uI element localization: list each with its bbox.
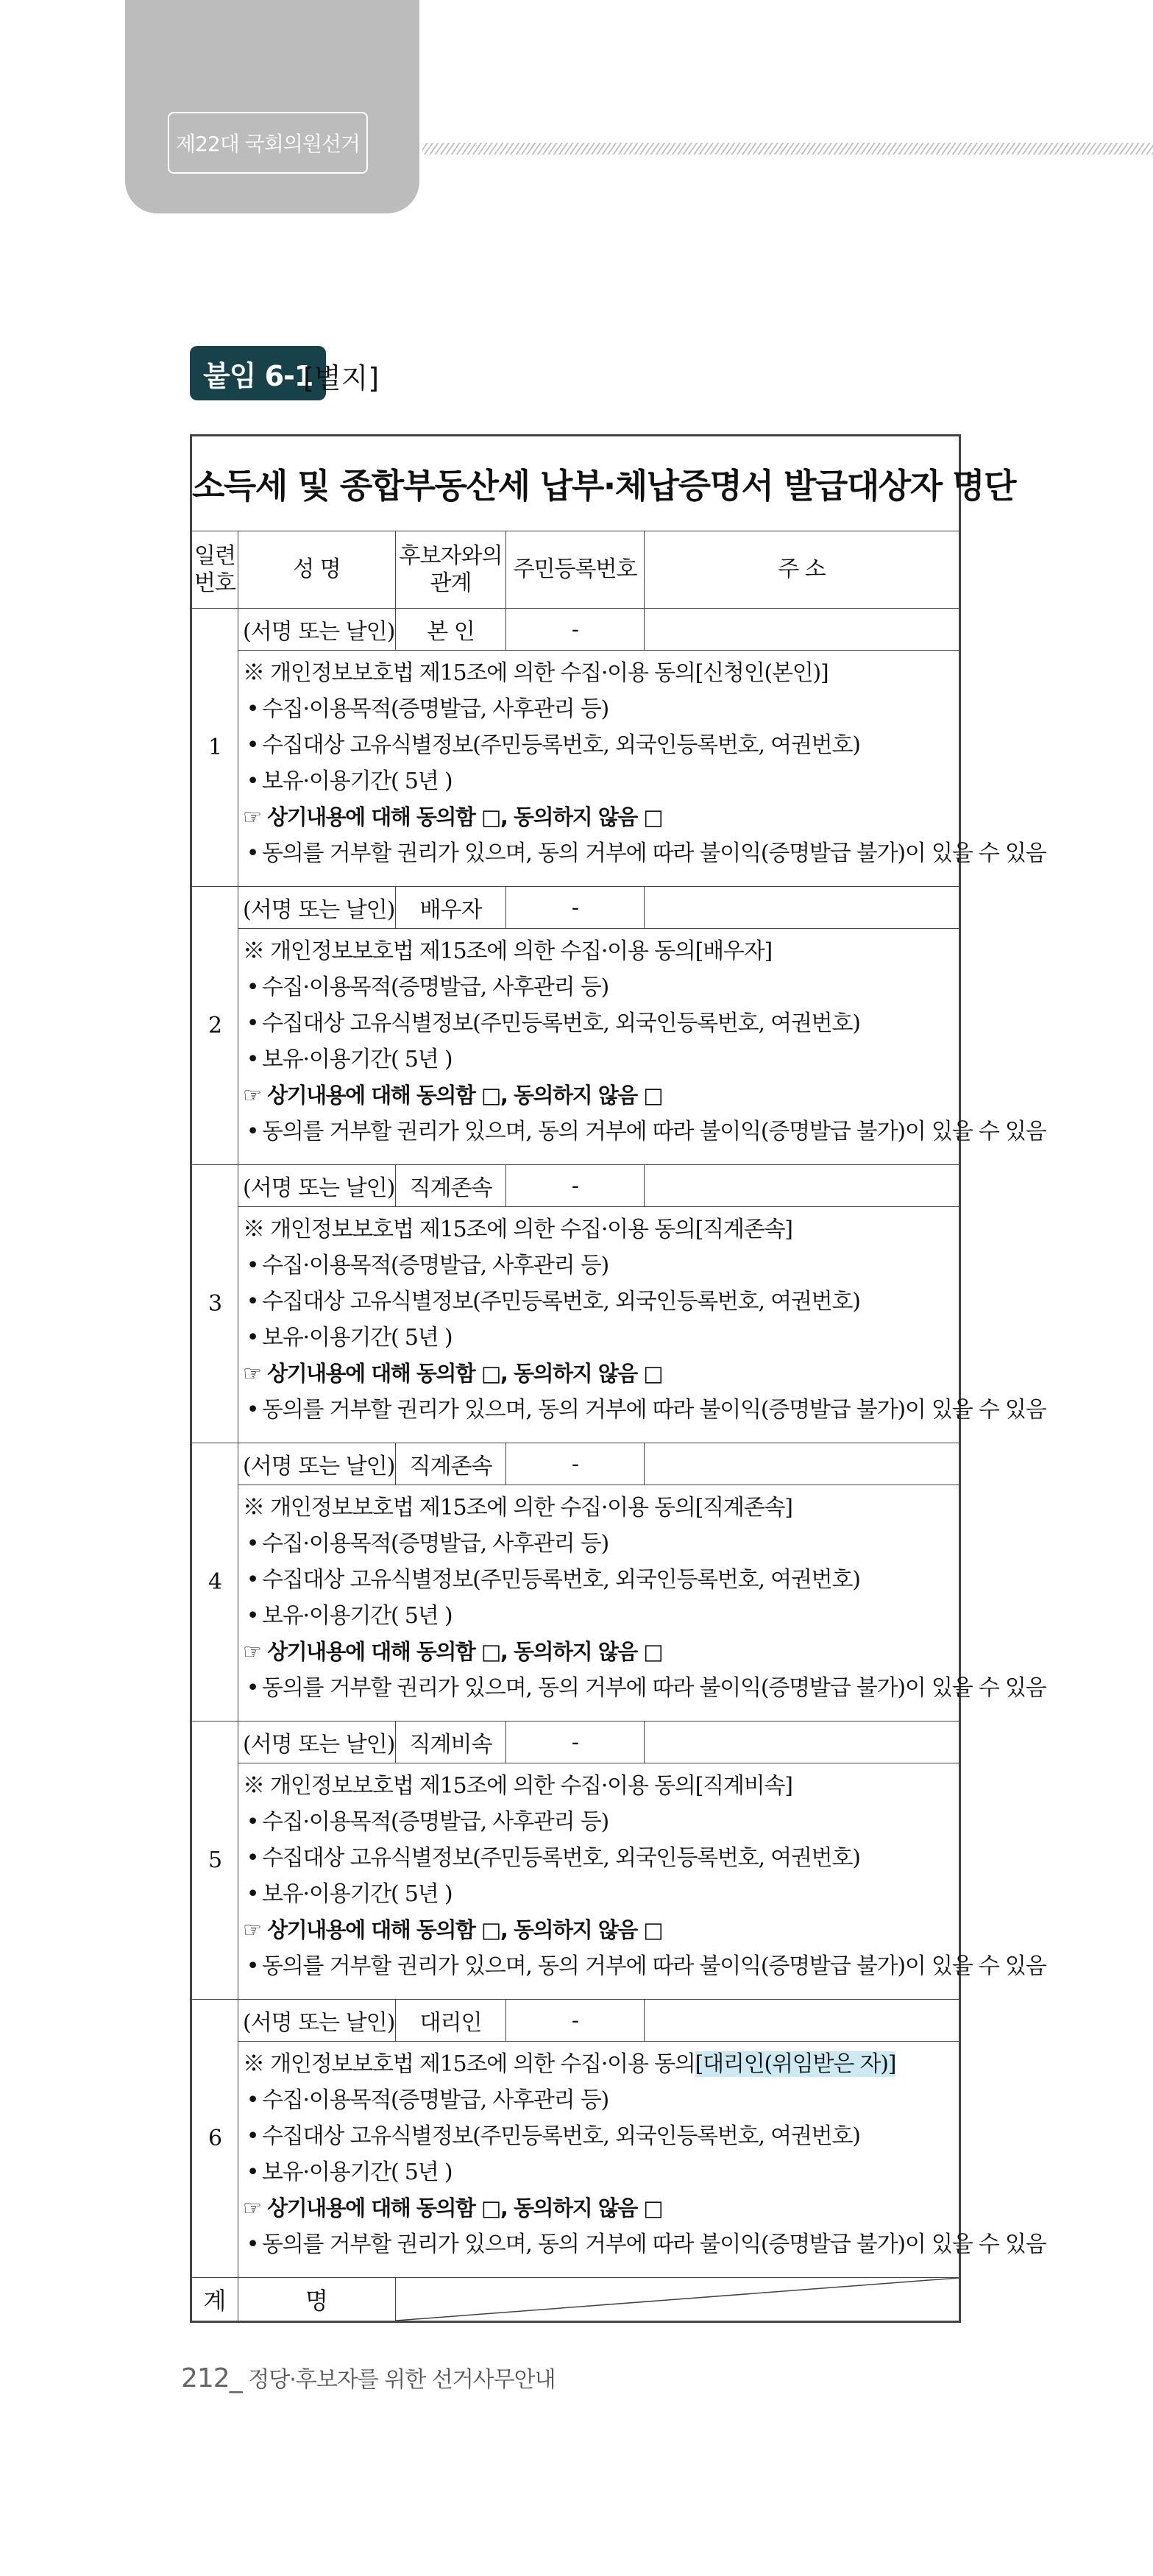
attachment-suffix: [별지] [303, 362, 380, 394]
consent-period-text: 보유·이용기간( 5년 ) [262, 1047, 453, 1072]
rrn-field[interactable]: - [506, 609, 645, 651]
page-footer [181, 2361, 556, 2393]
consent-law-text: ※ 개인정보보호법 제15조에 의한 수집·이용 동의 [243, 938, 695, 964]
consent-items [243, 727, 953, 763]
bullet-icon: • [246, 768, 259, 794]
consent-items-text: 수집대상 고유식별정보(주민등록번호, 외국인등록번호, 여권번호) [262, 1289, 860, 1314]
address-field[interactable] [645, 2000, 960, 2042]
relation-cell: 대리인 [396, 2000, 506, 2042]
serial-number: 1 [191, 609, 238, 887]
bullet-icon: • [246, 1397, 259, 1423]
consent-period-text: 보유·이용기간( 5년 ) [262, 1325, 453, 1351]
consent-law-text: ※ 개인정보보호법 제15조에 의한 수집·이용 동의 [243, 1773, 695, 1799]
table-row [191, 1722, 960, 1763]
consent-agree-text: ☞ 상기내용에 대해 동의함 □, 동의하지 않음 □ [243, 804, 663, 829]
consent-purpose [243, 1804, 953, 1840]
diagonal-line [396, 2278, 959, 2321]
consent-purpose [243, 969, 953, 1005]
consent-law-line [243, 933, 953, 969]
signature-field[interactable]: (서명 또는 날인) [238, 2000, 396, 2042]
table-row [191, 887, 960, 929]
consent-law-text: ※ 개인정보보호법 제15조에 의한 수집·이용 동의 [243, 1217, 695, 1242]
consent-row [191, 2042, 960, 2278]
consent-agree-text: ☞ 상기내용에 대해 동의함 □, 동의하지 않음 □ [243, 1361, 663, 1386]
consent-agree [243, 799, 953, 835]
consent-period-text: 보유·이용기간( 5년 ) [262, 1881, 453, 1907]
header-name: 성 명 [238, 531, 396, 609]
bullet-icon: • [246, 1881, 259, 1907]
bullet-icon: • [246, 696, 259, 722]
total-row [191, 2278, 960, 2322]
relation-cell: 직계비속 [396, 1722, 506, 1763]
relation-cell: 본 인 [396, 609, 506, 651]
consent-law-line [243, 1211, 953, 1248]
consent-notice [243, 1670, 1046, 1706]
relation-cell: 직계존속 [396, 1165, 506, 1207]
consent-row [191, 1207, 960, 1443]
consent-row [191, 1485, 960, 1722]
consent-items-text: 수집대상 고유식별정보(주민등록번호, 외국인등록번호, 여권번호) [262, 732, 860, 758]
consent-agree [243, 2190, 953, 2226]
consent-law-text: ※ 개인정보보호법 제15조에 의한 수집·이용 동의 [243, 660, 695, 686]
consent-purpose-text: 수집·이용목적(증명발급, 사후관리 등) [262, 696, 609, 722]
bullet-icon: • [246, 1531, 259, 1557]
bullet-icon: • [246, 1675, 259, 1701]
serial-number: 5 [191, 1722, 238, 2000]
chapter-header-tab [125, 0, 419, 213]
consent-agree [243, 1078, 953, 1114]
consent-notice [243, 2226, 1046, 2262]
consent-items [243, 1005, 953, 1041]
attachment-badge: 붙임 6-1 [190, 346, 326, 400]
consent-notice-text: 동의를 거부할 권리가 있으며, 동의 거부에 따라 불이익(증명발급 불가)이 있을 수 있음 [262, 1119, 1046, 1144]
serial-number: 4 [191, 1443, 238, 1722]
consent-purpose-text: 수집·이용목적(증명발급, 사후관리 등) [262, 2087, 609, 2113]
consent-law-line [243, 655, 953, 691]
bullet-icon: • [246, 841, 259, 866]
consent-period [243, 1320, 953, 1356]
consent-purpose [243, 1526, 953, 1562]
bullet-icon: • [246, 1845, 259, 1871]
signature-field[interactable]: (서명 또는 날인) [238, 887, 396, 929]
bullet-icon: • [246, 732, 259, 758]
header-row [191, 531, 960, 609]
bullet-icon: • [246, 1253, 259, 1278]
consent-law-text: ※ 개인정보보호법 제15조에 의한 수집·이용 동의 [243, 2051, 695, 2077]
consent-period [243, 1876, 953, 1912]
serial-number: 3 [191, 1165, 238, 1443]
total-diagonal-cell [396, 2278, 960, 2322]
consent-block [238, 1485, 1046, 1722]
bullet-icon: • [246, 1567, 259, 1593]
header-serial-no: 일련 번호 [191, 531, 238, 609]
relation-cell: 배우자 [396, 887, 506, 929]
consent-agree [243, 1356, 953, 1392]
consent-notice-text: 동의를 거부할 권리가 있으며, 동의 거부에 따라 불이익(증명발급 불가)이 있을 수 있음 [262, 841, 1046, 866]
consent-agree [243, 1634, 953, 1670]
consent-target: [직계비속] [695, 1773, 792, 1799]
consent-notice-text: 동의를 거부할 권리가 있으며, 동의 거부에 따라 불이익(증명발급 불가)이 있을 수 있음 [262, 1953, 1046, 1979]
header-relation: 후보자와의 관계 [396, 531, 506, 609]
consent-purpose-text: 수집·이용목적(증명발급, 사후관리 등) [262, 974, 609, 1000]
consent-items [243, 1562, 953, 1598]
consent-agree-text: ☞ 상기내용에 대해 동의함 □, 동의하지 않음 □ [243, 1083, 663, 1108]
consent-law-line [243, 1768, 953, 1804]
consent-period-text: 보유·이용기간( 5년 ) [262, 1603, 453, 1629]
signature-field[interactable]: (서명 또는 날인) [238, 609, 396, 651]
total-count-unit: 명 [238, 2278, 396, 2322]
total-label: 계 [191, 2278, 238, 2322]
consent-law-line [243, 1490, 953, 1526]
consent-notice-text: 동의를 거부할 권리가 있으며, 동의 거부에 따라 불이익(증명발급 불가)이 있을 수 있음 [262, 1397, 1046, 1423]
consent-items-text: 수집대상 고유식별정보(주민등록번호, 외국인등록번호, 여권번호) [262, 1011, 860, 1036]
chapter-header-label: 제22대 국회의원선거 [168, 112, 368, 174]
bullet-icon: • [246, 1603, 259, 1629]
consent-notice-text: 동의를 거부할 권리가 있으며, 동의 거부에 따라 불이익(증명발급 불가)이 있을 수 있음 [262, 1675, 1046, 1701]
consent-period [243, 2154, 953, 2190]
consent-block [238, 651, 1046, 887]
bullet-icon: • [246, 974, 259, 1000]
rrn-field[interactable]: - [506, 887, 645, 929]
consent-row [191, 929, 960, 1165]
bullet-icon: • [246, 1953, 259, 1979]
rrn-field[interactable]: - [506, 1443, 645, 1485]
consent-items [243, 2118, 953, 2154]
consent-notice [243, 835, 1046, 871]
relation-cell: 직계존속 [396, 1443, 506, 1485]
rrn-field[interactable]: - [506, 2000, 645, 2042]
consent-items-text: 수집대상 고유식별정보(주민등록번호, 외국인등록번호, 여권번호) [262, 2123, 860, 2149]
consent-period [243, 1041, 953, 1078]
consent-target: [직계존속] [695, 1495, 792, 1521]
applicant-list-table [190, 434, 1046, 2323]
signature-field[interactable]: (서명 또는 날인) [238, 1722, 396, 1763]
header-hatch-rule [422, 143, 1153, 155]
form-title: 소득세 및 종합부동산세 납부·체납증명서 발급대상자 명단 [191, 436, 960, 531]
bullet-icon: • [246, 2232, 259, 2257]
consent-notice-text: 동의를 거부할 권리가 있으며, 동의 거부에 따라 불이익(증명발급 불가)이 있을 수 있음 [262, 2232, 1046, 2257]
consent-target: [신청인(본인)] [695, 660, 829, 686]
consent-purpose-text: 수집·이용목적(증명발급, 사후관리 등) [262, 1809, 609, 1835]
consent-period [243, 1598, 953, 1634]
consent-notice [243, 1948, 1046, 1984]
consent-period-text: 보유·이용기간( 5년 ) [262, 2159, 453, 2185]
consent-items-text: 수집대상 고유식별정보(주민등록번호, 외국인등록번호, 여권번호) [262, 1845, 860, 1871]
serial-number: 6 [191, 2000, 238, 2278]
consent-items-text: 수집대상 고유식별정보(주민등록번호, 외국인등록번호, 여권번호) [262, 1567, 860, 1593]
bullet-icon: • [246, 1325, 259, 1351]
bullet-icon: • [246, 1011, 259, 1036]
consent-agree-text: ☞ 상기내용에 대해 동의함 □, 동의하지 않음 □ [243, 1639, 663, 1664]
consent-target: [배우자] [695, 938, 772, 964]
header-address: 주 소 [645, 531, 960, 609]
table-row [191, 1165, 960, 1207]
bullet-icon: • [246, 2087, 259, 2113]
page-number: 212_ [181, 2363, 242, 2393]
address-field[interactable] [645, 609, 960, 651]
consent-row [191, 651, 960, 887]
signature-field[interactable]: (서명 또는 날인) [238, 1165, 396, 1207]
consent-target: [직계존속] [695, 1217, 792, 1242]
consent-block [238, 929, 1046, 1165]
consent-agree-text: ☞ 상기내용에 대해 동의함 □, 동의하지 않음 □ [243, 1917, 663, 1942]
footer-text: 정당·후보자를 위한 선거사무안내 [248, 2367, 556, 2393]
address-field[interactable] [645, 1165, 960, 1207]
consent-period [243, 763, 953, 799]
header-rrn: 주민등록번호 [506, 531, 645, 609]
table-row [191, 1443, 960, 1485]
consent-items [243, 1284, 953, 1320]
address-field[interactable] [645, 887, 960, 929]
consent-purpose-text: 수집·이용목적(증명발급, 사후관리 등) [262, 1531, 609, 1557]
rrn-field[interactable]: - [506, 1165, 645, 1207]
bullet-icon: • [246, 2123, 259, 2149]
signature-field[interactable]: (서명 또는 날인) [238, 1443, 396, 1485]
table-row [191, 2000, 960, 2042]
consent-notice [243, 1392, 1046, 1428]
consent-target: [대리인(위임받은 자)] [695, 2051, 896, 2077]
bullet-icon: • [246, 1289, 259, 1314]
rrn-field[interactable]: - [506, 1722, 645, 1763]
consent-law-text: ※ 개인정보보호법 제15조에 의한 수집·이용 동의 [243, 1495, 695, 1521]
consent-purpose [243, 2082, 953, 2118]
consent-block [238, 2042, 1046, 2278]
bullet-icon: • [246, 1047, 259, 1072]
consent-purpose [243, 691, 953, 727]
table-row [191, 609, 960, 651]
consent-purpose-text: 수집·이용목적(증명발급, 사후관리 등) [262, 1253, 609, 1278]
consent-block [238, 1763, 1046, 2000]
consent-agree [243, 1912, 953, 1948]
bullet-icon: • [246, 1119, 259, 1144]
consent-period-text: 보유·이용기간( 5년 ) [262, 768, 453, 794]
address-field[interactable] [645, 1443, 960, 1485]
consent-items [243, 1840, 953, 1876]
consent-notice [243, 1114, 1046, 1150]
consent-purpose [243, 1248, 953, 1284]
serial-number: 2 [191, 887, 238, 1165]
consent-law-line [243, 2046, 953, 2082]
bullet-icon: • [246, 2159, 259, 2185]
consent-block [238, 1207, 1046, 1443]
address-field[interactable] [645, 1722, 960, 1763]
consent-agree-text: ☞ 상기내용에 대해 동의함 □, 동의하지 않음 □ [243, 2195, 663, 2221]
bullet-icon: • [246, 1809, 259, 1835]
consent-row [191, 1763, 960, 2000]
